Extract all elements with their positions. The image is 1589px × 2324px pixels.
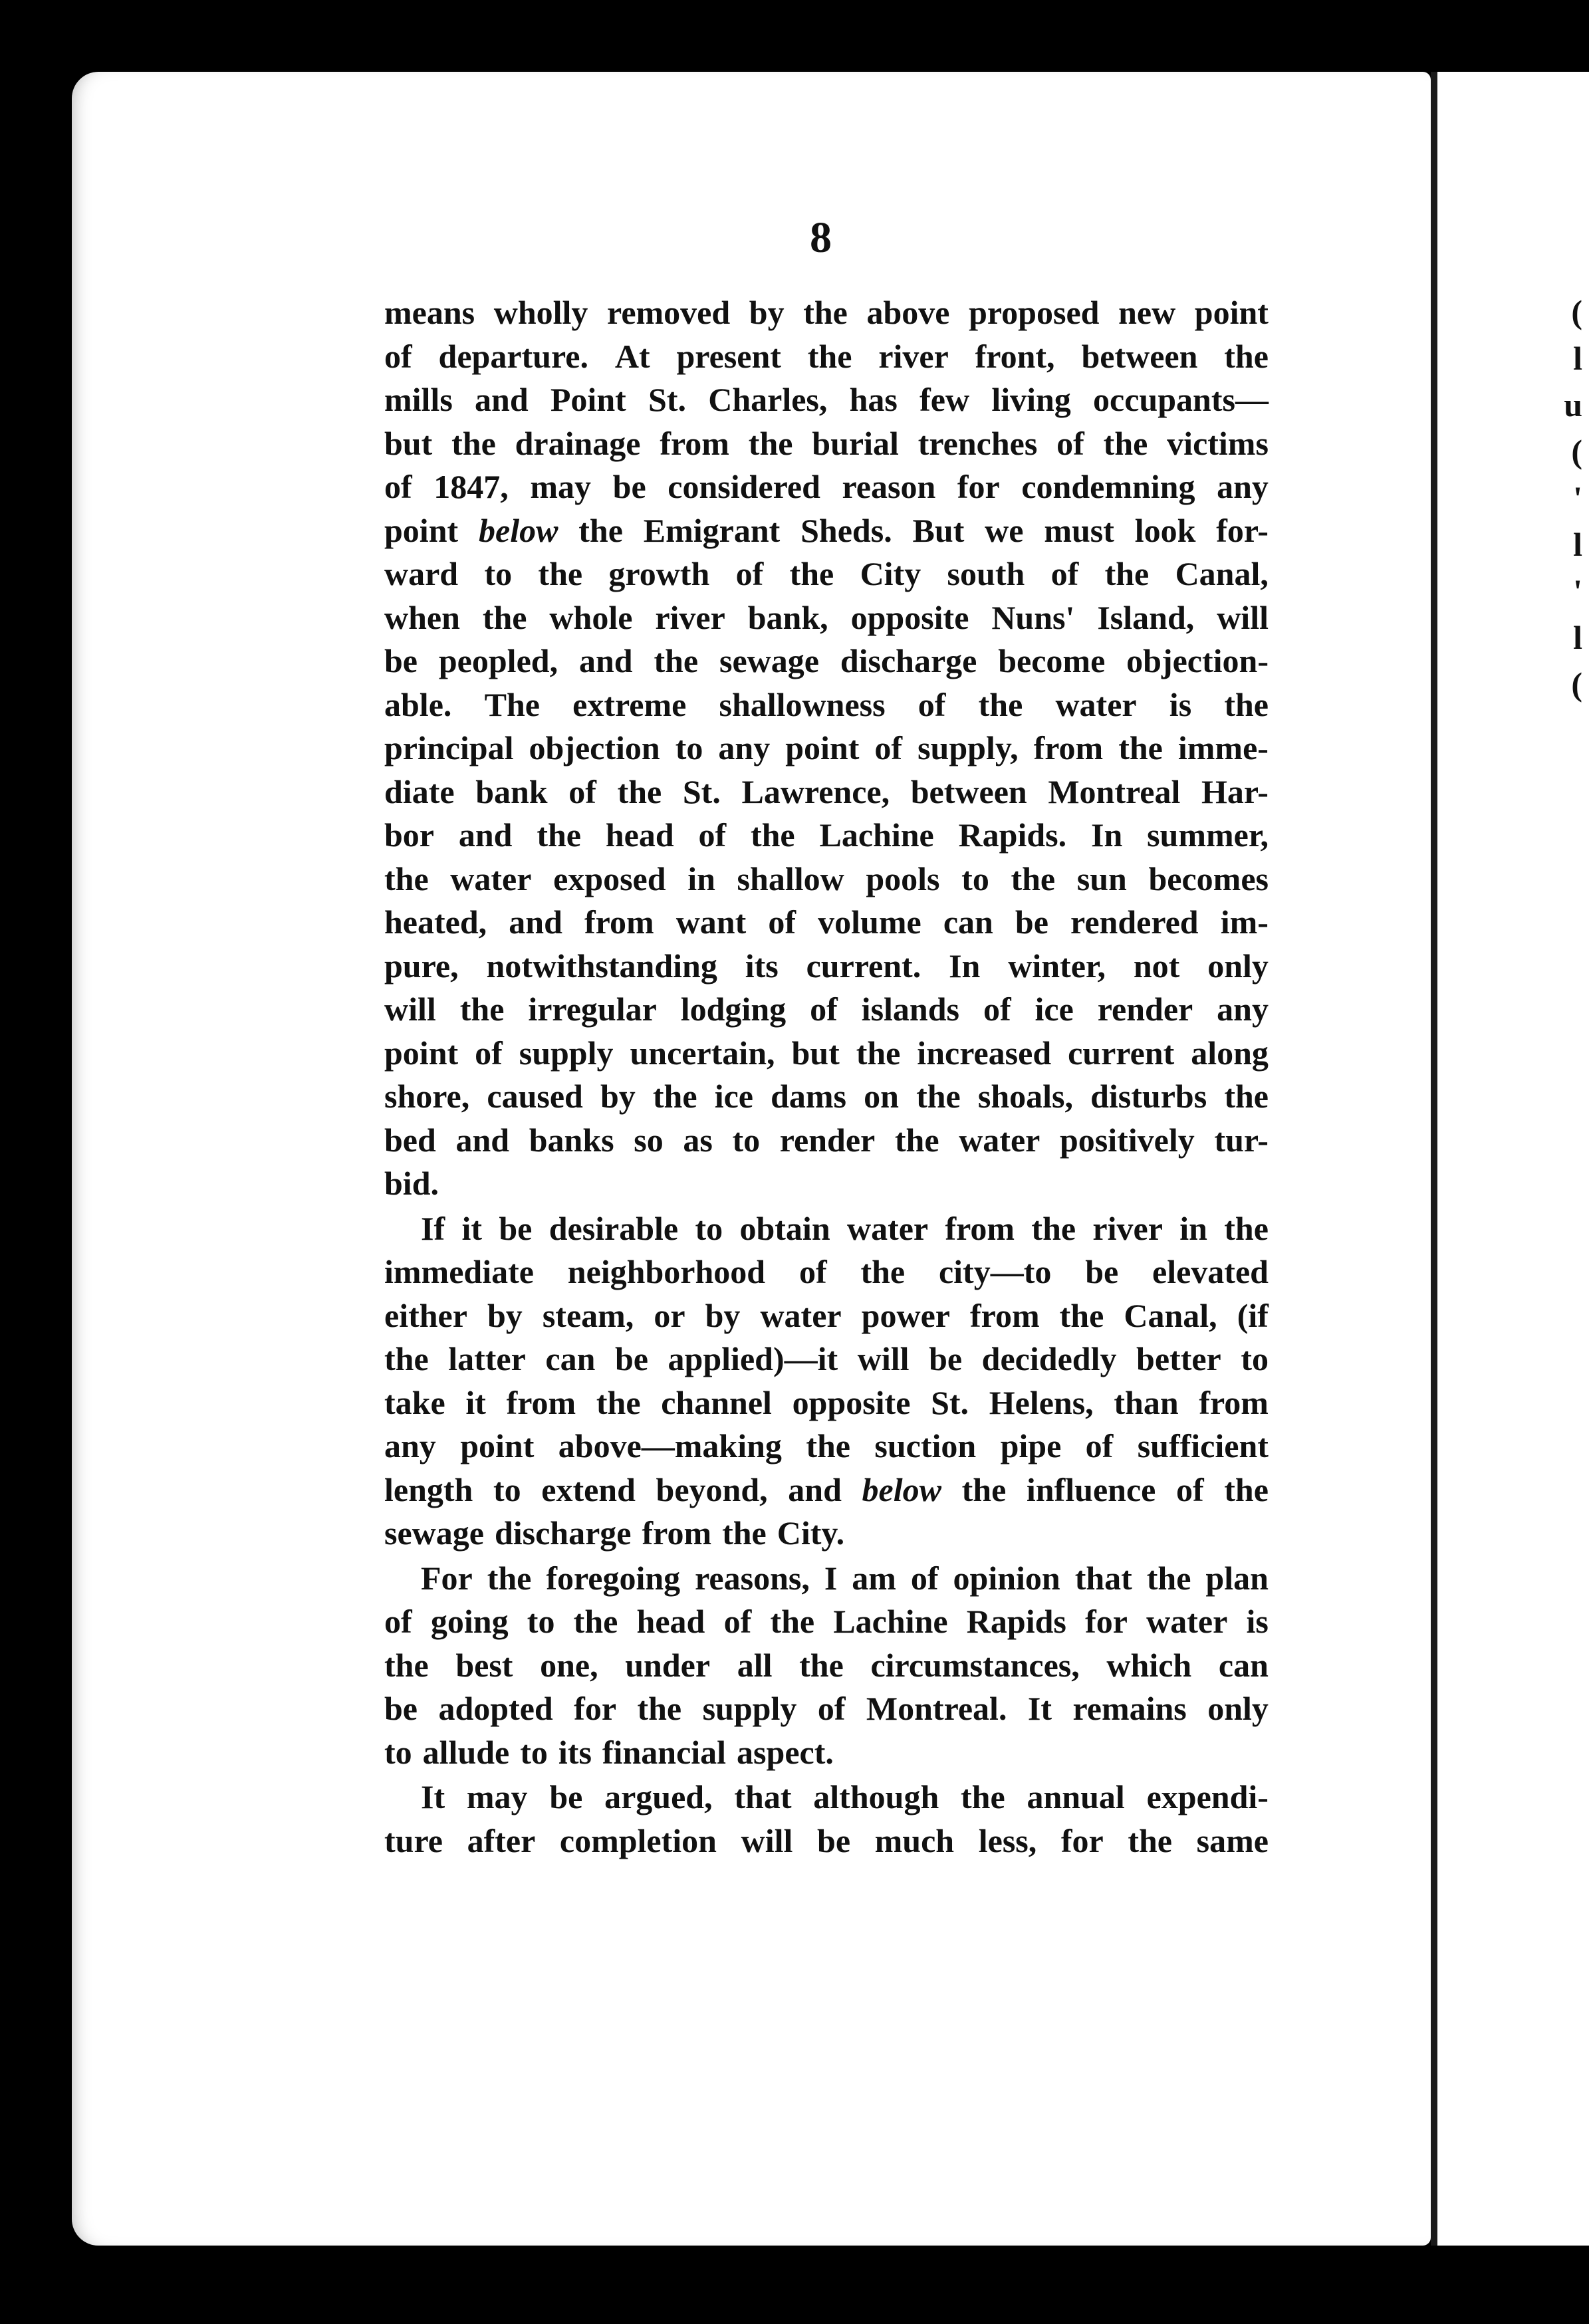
- adjacent-page-fragment: ': [1573, 572, 1582, 610]
- adjacent-page-fragment: l: [1573, 340, 1582, 377]
- adjacent-page-fragment: (: [1571, 293, 1582, 330]
- text-line: It may be argued, that although the annual expendi-: [421, 1778, 1269, 1815]
- adjacent-page-fragment: l: [1573, 619, 1582, 656]
- text-line: the water exposed in shallow pools to the sun becomes: [384, 860, 1269, 897]
- text-line: the latter can be applied)—it will be decidedly better to: [384, 1340, 1269, 1377]
- text-line: the best one, under all the circumstances, which can: [384, 1646, 1269, 1684]
- page-edge-shadow: [1431, 72, 1437, 2246]
- text-line: sewage discharge from the City.: [384, 1514, 845, 1552]
- text-line: of 1847, may be considered reason for condemning any: [384, 468, 1269, 505]
- page-number: 8: [810, 213, 832, 262]
- text-line: diate bank of the St. Lawrence, between Montreal Har-: [384, 772, 1269, 810]
- text-line: to allude to its financial aspect.: [384, 1733, 834, 1771]
- text-line: If it be desirable to obtain water from the river in the: [421, 1209, 1269, 1247]
- text-line: bid.: [384, 1165, 439, 1202]
- text-line: mills and Point St. Charles, has few living occupants—: [384, 381, 1269, 418]
- text-line: able. The extreme shallowness of the water is the: [384, 685, 1269, 723]
- text-line: when the whole river bank, opposite Nuns' Island, will: [384, 598, 1269, 636]
- text-line: but the drainage from the burial trenches of the victims: [384, 424, 1269, 462]
- text-line: shore, caused by the ice dams on the shoals, disturbs the: [384, 1078, 1269, 1115]
- text-line: point of supply uncertain, but the increased current along: [384, 1034, 1269, 1072]
- text-line: either by steam, or by water power from the Canal, (if: [384, 1296, 1269, 1334]
- text-line: of departure. At present the river front, between the: [384, 337, 1269, 375]
- text-line: bed and banks so as to render the water positively tur-: [384, 1121, 1269, 1159]
- body-text: [384, 291, 1269, 1863]
- text-line: For the foregoing reasons, I am of opinion that the plan: [421, 1559, 1269, 1597]
- text-line: of going to the head of the Lachine Rapids for water is: [384, 1603, 1269, 1640]
- text-line: take it from the channel opposite St. Helens, than from: [384, 1383, 1269, 1421]
- text-line: ward to the growth of the City south of the Canal,: [384, 555, 1269, 592]
- text-line: principal objection to any point of supply, from the imme-: [384, 729, 1269, 766]
- text-line: be peopled, and the sewage discharge become objection-: [384, 642, 1269, 679]
- adjacent-page-fragment: ': [1573, 479, 1582, 517]
- text-line: be adopted for the supply of Montreal. It remains only: [384, 1690, 1269, 1727]
- adjacent-page-fragment: u: [1564, 386, 1582, 423]
- text-line: heated, and from want of volume can be rendered im-: [384, 903, 1269, 941]
- text-line: pure, notwithstanding its current. In winter, not only: [384, 947, 1269, 985]
- text-line: means wholly removed by the above proposed new point: [384, 294, 1269, 331]
- text-line: length to extend beyond, and below the influence of the: [384, 1470, 1269, 1508]
- text-line: will the irregular lodging of islands of ice render any: [384, 990, 1269, 1028]
- adjacent-page-fragment: (: [1571, 433, 1582, 470]
- adjacent-page-fragment: (: [1571, 665, 1582, 703]
- text-line: bor and the head of the Lachine Rapids. In summer,: [384, 816, 1269, 854]
- adjacent-page-fragment: l: [1573, 526, 1582, 563]
- text-line: any point above—making the suction pipe of sufficient: [384, 1427, 1269, 1464]
- text-line: point below the Emigrant Sheds. But we must look for-: [384, 511, 1269, 549]
- text-line: immediate neighborhood of the city—to be elevated: [384, 1253, 1269, 1290]
- text-line: ture after completion will be much less, for the same: [384, 1821, 1269, 1859]
